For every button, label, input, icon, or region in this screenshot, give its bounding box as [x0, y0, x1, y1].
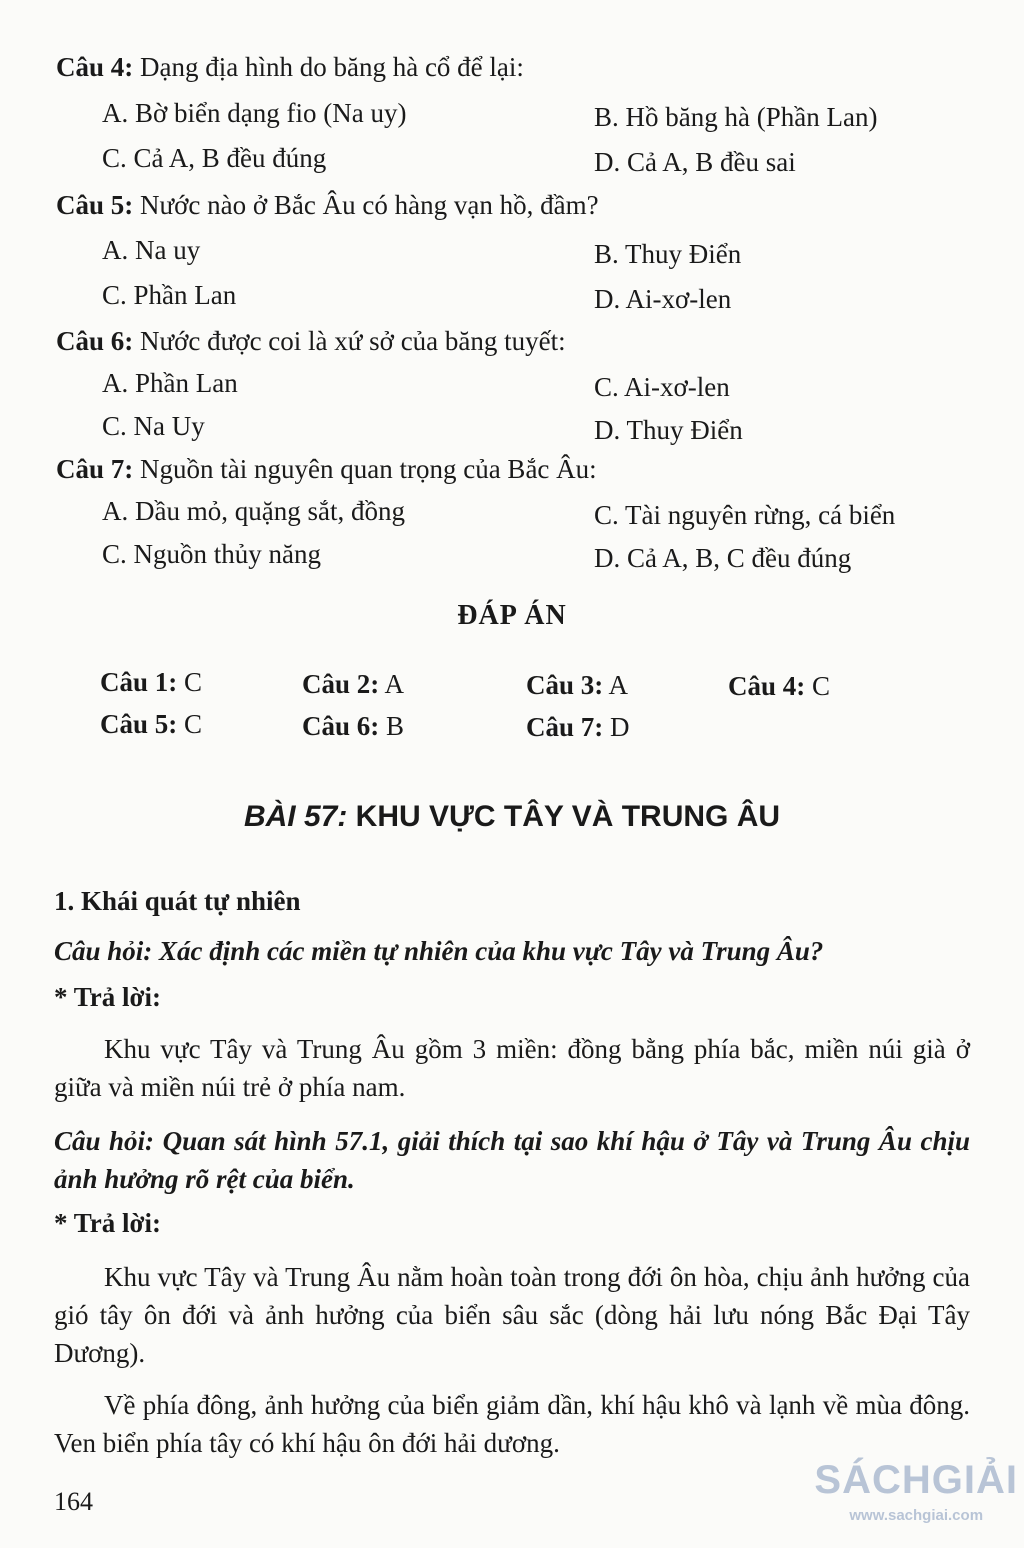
answer-label: Câu 4:	[728, 671, 806, 701]
answer-label: Câu 2:	[302, 669, 380, 699]
watermark-logo: SÁCHGIẢI	[814, 1458, 1018, 1502]
question-7	[56, 454, 597, 485]
answer-label: Câu 6:	[302, 711, 380, 741]
answer-item	[100, 667, 202, 698]
answer-item	[526, 670, 628, 701]
question-text: Nước được coi là xứ sở của băng tuyết:	[140, 326, 566, 356]
answer-item	[526, 712, 630, 743]
question-6	[56, 326, 566, 357]
option: C. Cả A, B đều đúng	[102, 143, 327, 173]
page-number: 164	[54, 1487, 93, 1516]
option: C. Na Uy	[102, 411, 205, 441]
watermark	[814, 1458, 1018, 1524]
answer-value: C	[812, 671, 831, 701]
option: D. Cả A, B, C đều đúng	[594, 543, 852, 573]
answer-item	[302, 669, 404, 700]
answer-paragraph: Về phía đông, ảnh hưởng của biển giảm dần, khí hậu khô và lạnh về mùa đông. Ven biển phía tây có khí hậu ôn đới hải dương.	[54, 1390, 970, 1458]
question-label: Câu 5:	[56, 190, 134, 220]
option: D. Ai-xơ-len	[594, 284, 732, 314]
question-4	[56, 52, 524, 83]
lesson-number: BÀI 57:	[243, 800, 348, 833]
question-label: Câu 7:	[56, 454, 134, 484]
answer-label: Câu 3:	[526, 670, 604, 700]
option: C. Tài nguyên rừng, cá biển	[594, 500, 896, 530]
option: B. Hồ băng hà (Phần Lan)	[594, 102, 878, 132]
option: A. Bờ biển dạng fio (Na uy)	[102, 98, 407, 128]
lesson-title	[0, 800, 1024, 834]
answer-item	[728, 671, 830, 702]
answer-key-title: ĐÁP ÁN	[457, 600, 567, 631]
question-prompt: Câu hỏi: Quan sát hình 57.1, giải thích tại sao khí hậu ở Tây và Trung Âu chịu ảnh hưởng rõ rệt của biển.	[54, 1126, 970, 1194]
answer-label: Câu 5:	[100, 709, 178, 739]
answer-value: A	[384, 669, 405, 699]
answer-value: A	[608, 670, 629, 700]
answer-paragraph: Khu vực Tây và Trung Âu gồm 3 miền: đồng bằng phía bắc, miền núi già ở giữa và miền núi trẻ ở phía nam.	[54, 1034, 970, 1102]
option: C. Nguồn thủy năng	[102, 539, 321, 569]
answer-value: C	[184, 709, 203, 739]
option: C. Ai-xơ-len	[594, 372, 730, 402]
question-5	[56, 190, 599, 221]
option: A. Na uy	[102, 235, 201, 265]
option: D. Thuy Điển	[594, 415, 743, 445]
option: B. Thuy Điển	[594, 239, 742, 269]
answer-value: D	[610, 712, 630, 742]
answer-value: B	[386, 711, 405, 741]
answer-item	[302, 711, 404, 742]
answer-label: * Trả lời:	[54, 982, 161, 1012]
question-text: Nguồn tài nguyên quan trọng của Bắc Âu:	[140, 454, 597, 484]
watermark-url: www.sachgiai.com	[849, 1507, 984, 1524]
answer-label: Câu 1:	[100, 667, 178, 697]
question-label: Câu 4:	[56, 52, 134, 82]
answer-item	[100, 709, 202, 740]
lesson-name: KHU VỰC TÂY VÀ TRUNG ÂU	[355, 800, 781, 833]
question-text: Dạng địa hình do băng hà cổ để lại:	[140, 52, 524, 82]
question-prompt: Câu hỏi: Xác định các miền tự nhiên của khu vực Tây và Trung Âu?	[54, 936, 824, 966]
answer-label: * Trả lời:	[54, 1208, 161, 1238]
answer-label: Câu 7:	[526, 712, 604, 742]
option: A. Phần Lan	[102, 368, 238, 398]
answer-paragraph: Khu vực Tây và Trung Âu nằm hoàn toàn trong đới ôn hòa, chịu ảnh hưởng của gió tây ôn đới và ảnh hưởng của biển sâu sắc (dòng hải lưu nóng Bắc Đại Tây Dương).	[54, 1262, 970, 1368]
option: C. Phần Lan	[102, 280, 237, 310]
question-label: Câu 6:	[56, 326, 134, 356]
option: D. Cả A, B đều sai	[594, 147, 796, 177]
option: A. Dầu mỏ, quặng sắt, đồng	[102, 496, 405, 526]
answer-value: C	[184, 667, 203, 697]
question-text: Nước nào ở Bắc Âu có hàng vạn hồ, đầm?	[140, 190, 599, 220]
section-heading: 1. Khái quát tự nhiên	[54, 886, 301, 916]
